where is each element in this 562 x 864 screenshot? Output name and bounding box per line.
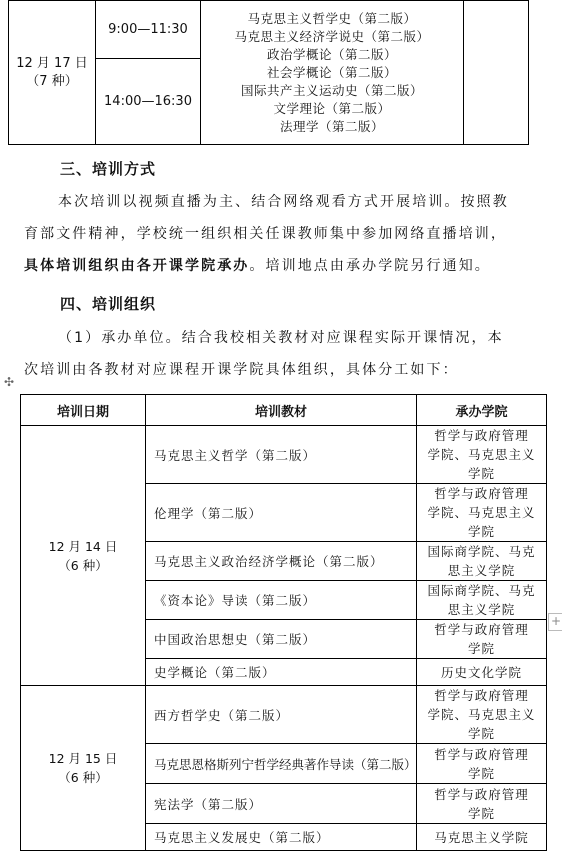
course-item: 法理学（第二版） — [279, 118, 384, 134]
college-line: 学院 — [467, 641, 495, 656]
college-cell — [417, 581, 547, 620]
training-method-paragraph — [24, 186, 540, 282]
date-cell-dec17 — [9, 1, 96, 145]
college-line: 学院 — [467, 466, 495, 481]
empty-cell — [464, 1, 529, 145]
college-line: 学院 — [467, 524, 495, 539]
para-line: （1）承办单位。结合我校相关教材对应课程实际开课情况，本 — [58, 330, 504, 346]
para-line: 次培训由各教材对应课程开课学院具体组织，具体分工如下： — [24, 362, 459, 378]
college-line: 哲学与政府管理 — [434, 786, 529, 802]
college-line: 哲学与政府管理 — [434, 746, 529, 762]
college-line: 学院、马克思主义 — [427, 505, 536, 520]
college-line: 国际商学院、马克 — [427, 544, 536, 559]
college-cell — [417, 744, 547, 784]
material-cell: 宪法学（第二版） — [146, 784, 417, 824]
assignment-table — [20, 394, 547, 851]
course-list-cell — [201, 1, 464, 145]
training-organization-paragraph — [24, 322, 540, 386]
material-cell: 马克思主义发展史（第二版） — [146, 824, 417, 851]
college-line: 思主义学院 — [447, 602, 516, 617]
date-cell-dec15 — [21, 686, 146, 851]
college-cell — [417, 484, 547, 542]
course-item: 政治学概论（第二版） — [266, 46, 397, 62]
para-bold-text: 具体培训组织由各开课学院承办 — [24, 258, 250, 274]
date-count: （7 种） — [26, 73, 78, 89]
material-cell: 马克思恩格斯列宁哲学经典著作导读（第二版） — [146, 744, 417, 784]
time-slot-morning: 9:00—11:30 — [96, 1, 201, 59]
move-handle-icon[interactable]: ✣ — [4, 375, 15, 389]
course-item: 马克思主义经济学说史（第二版） — [234, 28, 430, 44]
course-item: 马克思主义哲学史（第二版） — [247, 10, 417, 26]
material-cell: 史学概论（第二版） — [146, 659, 417, 686]
college-cell — [417, 542, 547, 581]
table-row — [21, 686, 547, 744]
section-heading-training-organization: 四、培训组织 — [60, 295, 157, 313]
college-line: 学院、马克思主义 — [427, 447, 536, 462]
college-line: 学院、马克思主义 — [427, 707, 536, 722]
para-line: 育部文件精神，学校统一组织相关任课教师集中参加网络直播培训， — [24, 226, 507, 242]
course-item: 国际共产主义运动史（第二版） — [240, 82, 423, 98]
date-label: 12 月 17 日 — [16, 55, 88, 71]
college-cell — [417, 620, 547, 659]
header-date: 培训日期 — [21, 395, 146, 426]
date-label: 12 月 14 日 — [48, 538, 118, 554]
material-cell: 西方哲学史（第二版） — [146, 686, 417, 744]
material-cell: 马克思主义哲学（第二版） — [146, 426, 417, 484]
material-cell: 马克思主义政治经济学概论（第二版） — [146, 542, 417, 581]
college-line: 思主义学院 — [447, 563, 516, 578]
material-cell: 《资本论》导读（第二版） — [146, 581, 417, 620]
header-college: 承办学院 — [417, 395, 547, 426]
schedule-table-continued — [8, 0, 529, 145]
para-line: 。培训地点由承办学院另行通知。 — [249, 258, 491, 274]
date-count: （6 种） — [58, 557, 108, 573]
date-cell-dec14 — [21, 426, 146, 686]
para-line: 本次培训以视频直播为主、结合网络观看方式开展培训。按照教 — [58, 194, 509, 210]
college-line: 学院 — [467, 726, 495, 741]
date-label: 12 月 15 日 — [48, 751, 118, 766]
college-line: 哲学与政府管理 — [434, 688, 529, 703]
material-cell: 伦理学（第二版） — [146, 484, 417, 542]
college-line: 国际商学院、马克 — [427, 583, 536, 598]
college-cell — [417, 426, 547, 484]
date-count: （6 种） — [58, 770, 108, 785]
college-cell — [417, 824, 547, 851]
college-cell — [417, 659, 547, 686]
header-material: 培训教材 — [146, 395, 417, 426]
material-cell: 中国政治思想史（第二版） — [146, 620, 417, 659]
table-row — [21, 426, 547, 484]
college-line: 马克思主义学院 — [434, 829, 529, 845]
college-line: 哲学与政府管理 — [434, 428, 529, 443]
college-line: 学院 — [467, 805, 495, 821]
plus-icon[interactable]: + — [548, 613, 562, 631]
time-slot-afternoon: 14:00—16:30 — [96, 59, 201, 145]
college-cell — [417, 784, 547, 824]
college-cell — [417, 686, 547, 744]
college-line: 学院 — [467, 765, 495, 781]
college-line: 历史文化学院 — [440, 664, 522, 680]
college-line: 哲学与政府管理 — [434, 622, 529, 637]
section-heading-training-method: 三、培训方式 — [60, 160, 157, 178]
course-item: 社会学概论（第二版） — [266, 64, 397, 80]
course-item: 文学理论（第二版） — [273, 100, 391, 116]
college-line: 哲学与政府管理 — [434, 486, 529, 501]
